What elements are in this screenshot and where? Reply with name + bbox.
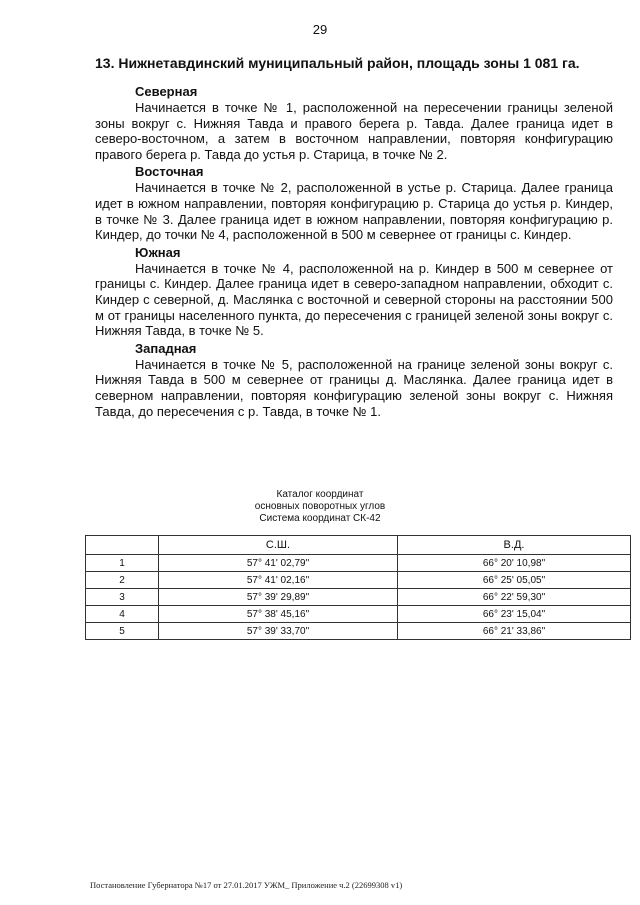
header-cell-number: [86, 536, 159, 555]
section-text: Начинается в точке № 2, расположенной в устье р. Старица. Далее граница идет в южном направлении, повторяя конфигурацию р. Старица до устья р. Киндер, в точке № 3. Далее граница идет в южном направлении, повторяя конфигурацию р. Киндер, до точки № 4, расположенной в 500 м севернее от границы с. Киндер.: [95, 180, 613, 243]
coordinates-table: [85, 535, 631, 640]
catalog-caption: [0, 489, 640, 525]
header-cell-latitude: С.Ш.: [159, 536, 398, 555]
catalog-line: Каталог координат: [276, 489, 364, 500]
page-number: 29: [312, 22, 328, 37]
section-south: [95, 245, 613, 339]
section-east: [95, 164, 613, 242]
table-row: [86, 623, 631, 640]
cell-longitude: 66° 20' 10,98": [398, 555, 631, 572]
cell-longitude: 66° 21' 33,86": [398, 623, 631, 640]
section-north: [95, 84, 613, 162]
cell-latitude: 57° 39' 33,70": [159, 623, 398, 640]
cell-number: 5: [86, 623, 159, 640]
section-text: Начинается в точке № 5, расположенной на границе зеленой зоны вокруг с. Нижняя Тавда в 500 м севернее от границы д. Маслянка. Далее граница идет в северном направлении, повторяя конфигурацию зеленой зоны вокруг с. Нижняя Тавда, до пересечения с р. Тавда, в точке № 1.: [95, 356, 613, 419]
cell-longitude: 66° 22' 59,30": [398, 589, 631, 606]
header-cell-longitude: В.Д.: [398, 536, 631, 555]
section-title: Восточная: [135, 164, 204, 180]
cell-longitude: 66° 25' 05,05": [398, 572, 631, 589]
section-title: Западная: [135, 340, 197, 356]
catalog-line: основных поворотных углов: [254, 501, 386, 512]
table-header-row: [86, 536, 631, 555]
section-text: Начинается в точке № 4, расположенной на р. Киндер в 500 м севернее от границы с. Киндер. Далее граница идет в северо-западном направлении, обходит с. Киндер с северной, д. Маслянка с восточной и северной стороны на расстоянии 500 м от границы населенного пункта, до пересечения с границей зеленой зоны вокруг с. Нижняя Тавда, в точке № 5.: [95, 260, 613, 339]
cell-latitude: 57° 41' 02,16": [159, 572, 398, 589]
table-row: [86, 555, 631, 572]
cell-longitude: 66° 23' 15,04": [398, 606, 631, 623]
cell-latitude: 57° 39' 29,89": [159, 589, 398, 606]
cell-number: 2: [86, 572, 159, 589]
table-row: [86, 572, 631, 589]
cell-latitude: 57° 41' 02,79": [159, 555, 398, 572]
section-title: Северная: [135, 84, 198, 99]
section-heading: 13. Нижнетавдинский муниципальный район, площадь зоны 1 081 га.: [95, 55, 580, 71]
boundary-descriptions: [95, 84, 613, 421]
cell-number: 1: [86, 555, 159, 572]
table-row: [86, 606, 631, 623]
table-row: [86, 589, 631, 606]
section-title: Южная: [135, 244, 181, 260]
section-west: [95, 341, 613, 419]
section-text: Начинается в точке № 1, расположенной на пересечении границы зеленой зоны вокруг с. Нижняя Тавда и правого берега р. Тавда. Далее граница идет в северо-восточном, а затем в восточном направлении, повторяя конфигурацию правого берега р. Тавда до устья р. Старица, в точке № 2.: [95, 100, 613, 162]
cell-number: 4: [86, 606, 159, 623]
catalog-line: Система координат СК-42: [259, 513, 381, 524]
cell-number: 3: [86, 589, 159, 606]
page-footer: Постановление Губернатора №17 от 27.01.2017 УЖМ_ Приложение ч.2 (22699308 v1): [90, 880, 403, 890]
cell-latitude: 57° 38' 45,16": [159, 606, 398, 623]
